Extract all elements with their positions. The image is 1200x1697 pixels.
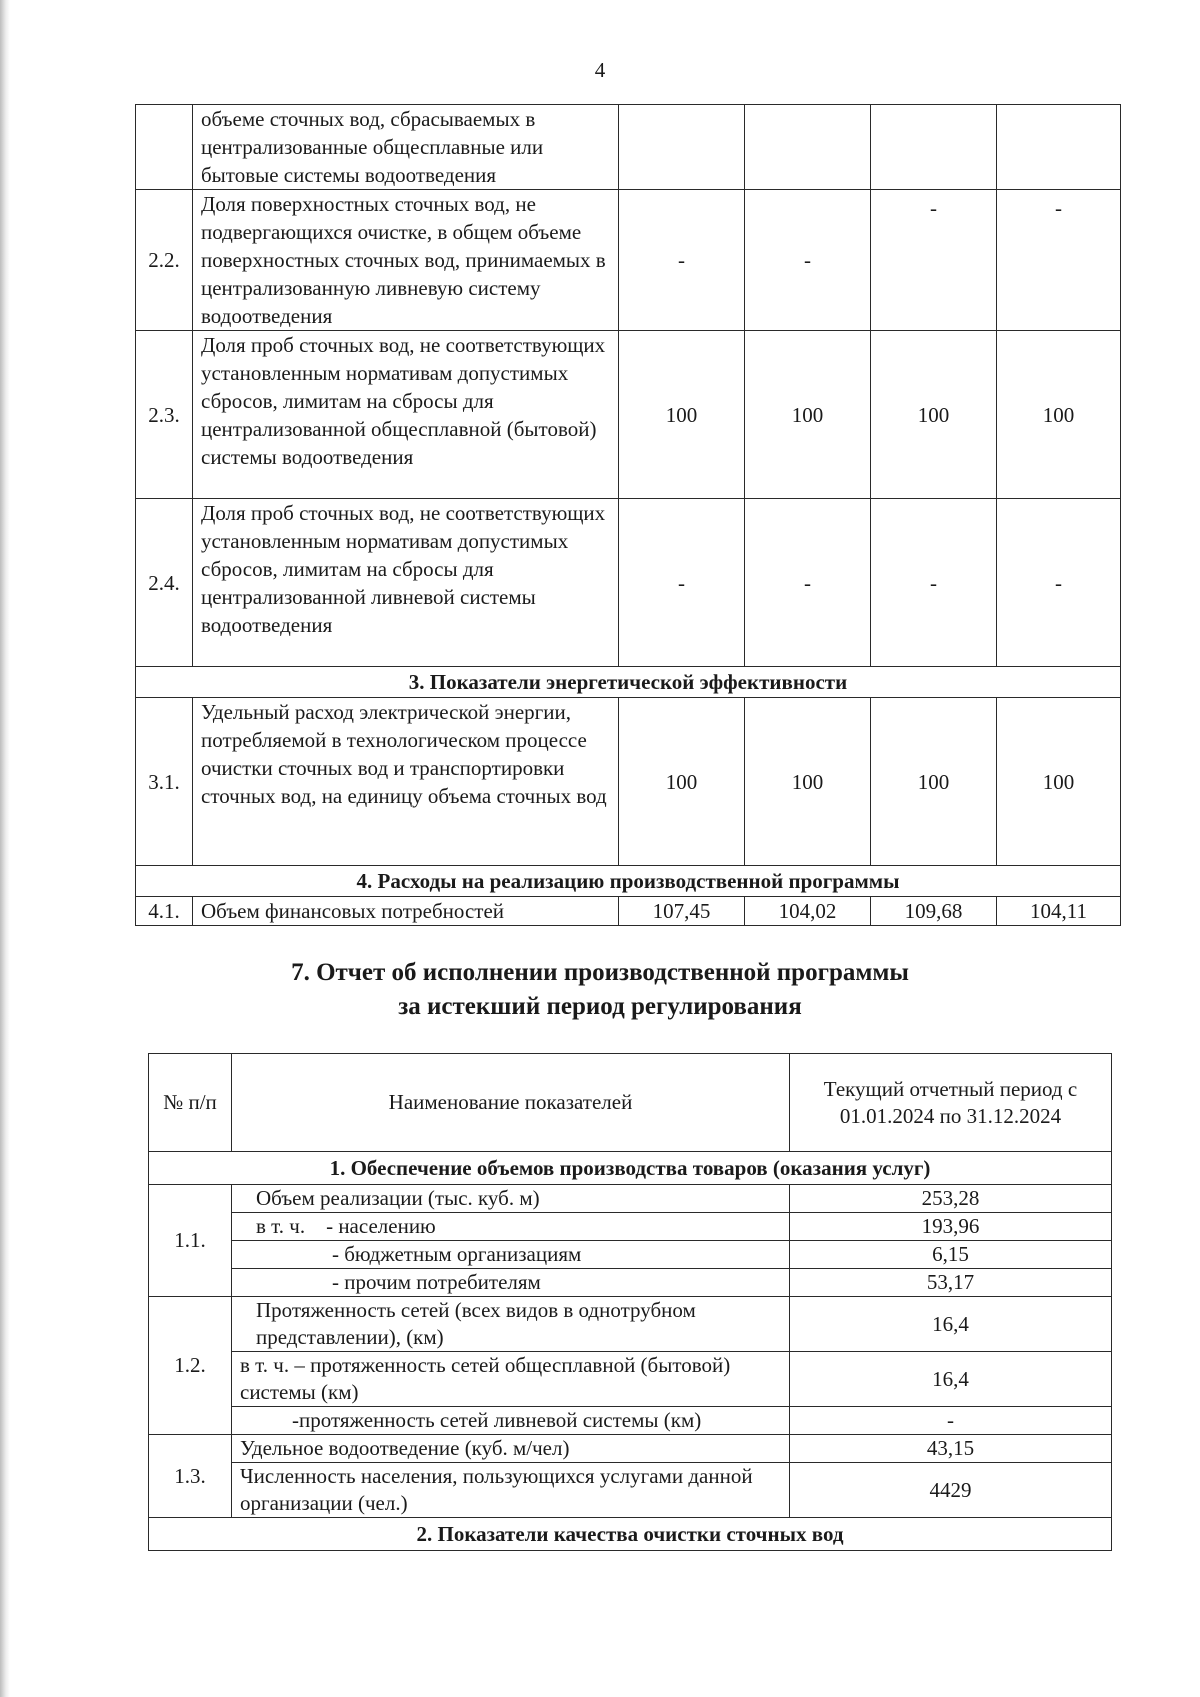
value-cell: - [745, 499, 871, 667]
indicator-name: в т. ч. – протяженность сетей общесплавной (бытовой) системы (км) [232, 1352, 790, 1407]
value-cell: 6,15 [790, 1241, 1112, 1269]
section-heading: 1. Обеспечение объемов производства товаров (оказания услуг) [149, 1152, 1112, 1185]
value-cell [619, 105, 745, 190]
value-cell: 53,17 [790, 1269, 1112, 1297]
indicator-name: Доля поверхностных сточных вод, не подвергающихся очистке, в общем объеме поверхностных сточных вод, принимаемых в централизованную ливневую систему водоотведения [193, 190, 619, 331]
header-name: Наименование показателей [232, 1054, 790, 1152]
row-number: 1.2. [149, 1297, 232, 1435]
value-cell: 100 [745, 698, 871, 866]
table-row [136, 897, 1121, 926]
value-cell: 100 [745, 331, 871, 499]
row-number: 3.1. [136, 698, 193, 866]
indicator-name: - прочим потребителям [232, 1269, 790, 1297]
value-cell: - [619, 190, 745, 331]
value-cell: 100 [619, 331, 745, 499]
value-cell: - [790, 1407, 1112, 1435]
table-row [136, 499, 1121, 667]
value-cell: 104,02 [745, 897, 871, 926]
indicators-table-continued [135, 104, 1121, 926]
section-row [136, 667, 1121, 698]
value-cell: 193,96 [790, 1213, 1112, 1241]
table-row [136, 331, 1121, 499]
section-row [149, 1152, 1112, 1185]
section-row [149, 1518, 1112, 1551]
header-number: № п/п [149, 1054, 232, 1152]
indicator-name: в т. ч. - населению [232, 1213, 790, 1241]
section-heading: 4. Расходы на реализацию производственной программы [136, 866, 1121, 897]
table-row [149, 1407, 1112, 1435]
value-cell: - [619, 499, 745, 667]
page-edge-shadow [0, 0, 10, 1697]
indicator-name: Удельный расход электрической энергии, потребляемой в технологическом процессе очистки сточных вод и транспортировки сточных вод, на единицу объема сточных вод [193, 698, 619, 866]
row-number: 2.4. [136, 499, 193, 667]
value-cell: 253,28 [790, 1185, 1112, 1213]
value-cell: - [997, 190, 1121, 331]
value-cell [997, 105, 1121, 190]
value-cell: - [997, 499, 1121, 667]
indicator-name: Объем финансовых потребностей [193, 897, 619, 926]
table-row [149, 1435, 1112, 1463]
value-cell: 100 [997, 698, 1121, 866]
table-row [149, 1463, 1112, 1518]
indicator-name: объеме сточных вод, сбрасываемых в централизованные общесплавные или бытовые системы водоотведения [193, 105, 619, 190]
value-cell: 43,15 [790, 1435, 1112, 1463]
header-period: Текущий отчетный период с 01.01.2024 по 31.12.2024 [790, 1054, 1112, 1152]
table-row [149, 1352, 1112, 1407]
row-number: 2.3. [136, 331, 193, 499]
table-row [149, 1269, 1112, 1297]
value-cell: 100 [871, 331, 997, 499]
section-row [136, 866, 1121, 897]
value-cell: 16,4 [790, 1297, 1112, 1352]
row-number: 4.1. [136, 897, 193, 926]
table-row [149, 1241, 1112, 1269]
value-cell: - [871, 190, 997, 331]
value-cell: - [871, 499, 997, 667]
value-cell: 100 [997, 331, 1121, 499]
value-cell: - [745, 190, 871, 331]
value-cell [871, 105, 997, 190]
indicator-name: Протяженность сетей (всех видов в однотрубном представлении), (км) [232, 1297, 790, 1352]
section-heading: 2. Показатели качества очистки сточных вод [149, 1518, 1112, 1551]
value-cell: 104,11 [997, 897, 1121, 926]
report-table [148, 1053, 1112, 1551]
indicator-name: Объем реализации (тыс. куб. м) [232, 1185, 790, 1213]
indicator-name: Удельное водоотведение (куб. м/чел) [232, 1435, 790, 1463]
value-cell: 107,45 [619, 897, 745, 926]
section-heading: 3. Показатели энергетической эффективности [136, 667, 1121, 698]
indicator-name: Численность населения, пользующихся услугами данной организации (чел.) [232, 1463, 790, 1518]
value-cell [745, 105, 871, 190]
indicator-name: Доля проб сточных вод, не соответствующих установленным нормативам допустимых сбросов, лимитам на сбросы для централизованной ливневой системы водоотведения [193, 499, 619, 667]
table-row [149, 1185, 1112, 1213]
table-row [136, 190, 1121, 331]
indicator-name: -протяженность сетей ливневой системы (км) [232, 1407, 790, 1435]
value-cell: 100 [871, 698, 997, 866]
header-row [149, 1054, 1112, 1152]
table-row [136, 105, 1121, 190]
section-title-line: 7. Отчет об исполнении производственной программы [291, 959, 909, 986]
row-number: 2.2. [136, 190, 193, 331]
value-cell: 100 [619, 698, 745, 866]
page-number: 4 [594, 58, 606, 82]
indicator-name: - бюджетным организациям [232, 1241, 790, 1269]
table-row [149, 1213, 1112, 1241]
table-row [136, 698, 1121, 866]
value-cell: 4429 [790, 1463, 1112, 1518]
section-title-line: за истекший период регулирования [398, 993, 802, 1020]
indicator-name: Доля проб сточных вод, не соответствующих установленным нормативам допустимых сбросов, лимитам на сбросы для централизованной общесплавной (бытовой) системы водоотведения [193, 331, 619, 499]
table-row [149, 1297, 1112, 1352]
row-number: 1.3. [149, 1435, 232, 1518]
row-number-cell [136, 105, 193, 190]
value-cell: 16,4 [790, 1352, 1112, 1407]
value-cell: 109,68 [871, 897, 997, 926]
section-title [0, 956, 1200, 1024]
row-number: 1.1. [149, 1185, 232, 1297]
